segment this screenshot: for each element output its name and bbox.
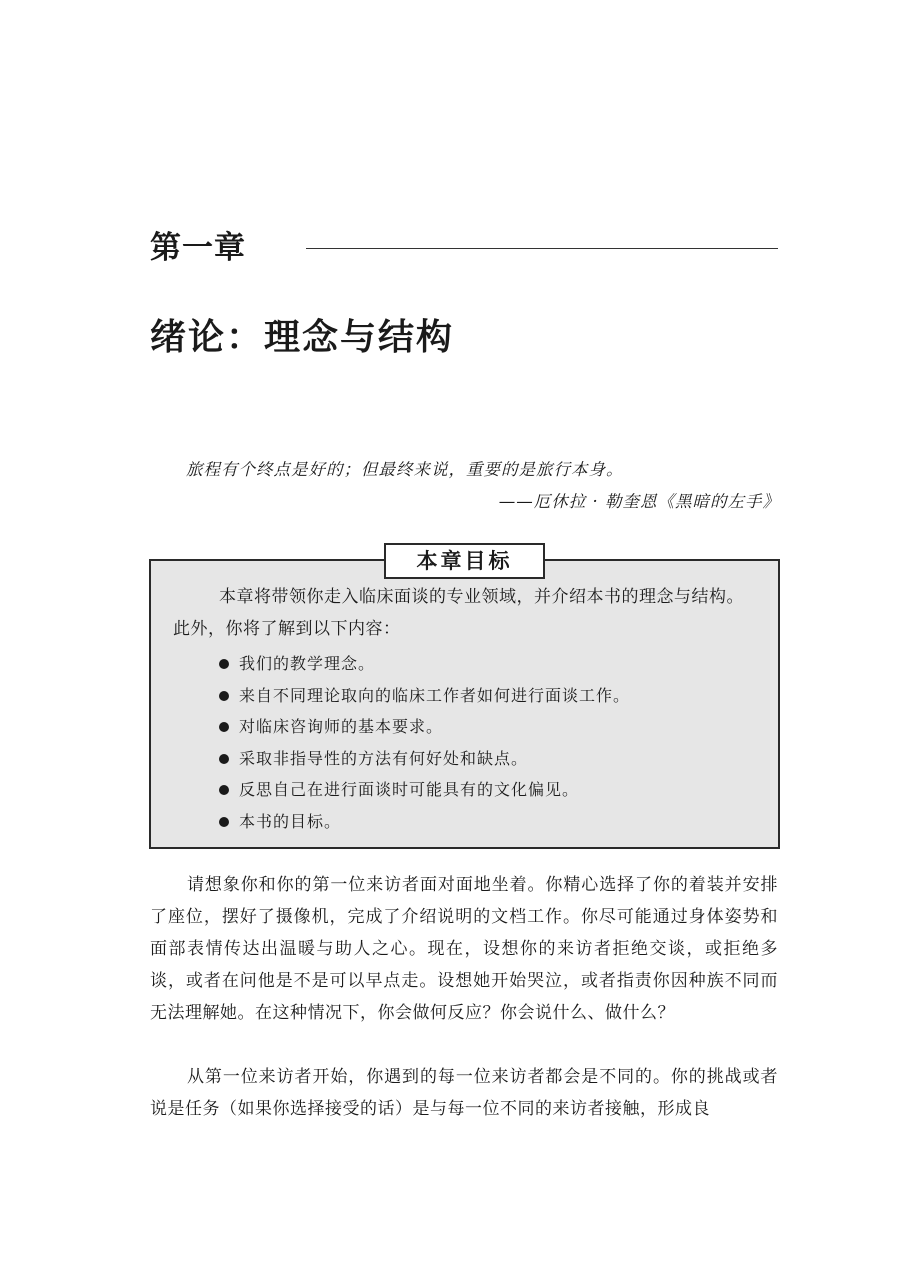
objective-item: 反思自己在进行面谈时可能具有的文化偏见。 [219, 774, 630, 806]
epigraph-attribution: ——厄休拉 · 勒奎恩《黑暗的左手》 [498, 492, 780, 511]
chapter-objectives-box [149, 549, 780, 849]
chapter-title: 绪论：理念与结构 [150, 317, 455, 358]
chapter-divider-line [306, 248, 778, 249]
objectives-heading: 本章目标 [384, 543, 545, 579]
body-paragraph: 从第一位来访者开始，你遇到的每一位来访者都会是不同的。你的挑战或者说是任务（如果你选择接受的话）是与每一位不同的来访者接触，形成良 [150, 1067, 778, 1119]
epigraph-quote: 旅程有个终点是好的；但最终来说，重要的是旅行本身。 [186, 460, 624, 479]
objective-item: 采取非指导性的方法有何好处和缺点。 [219, 743, 630, 775]
objective-item: 来自不同理论取向的临床工作者如何进行面谈工作。 [219, 680, 630, 712]
chapter-number: 第一章 [150, 230, 246, 266]
objectives-intro: 本章将带领你走入临床面谈的专业领域，并介绍本书的理念与结构。此外，你将了解到以下内容： [173, 587, 744, 639]
objective-item: 本书的目标。 [219, 806, 630, 838]
objective-item: 我们的教学理念。 [219, 648, 630, 680]
objective-item: 对临床咨询师的基本要求。 [219, 711, 630, 743]
body-paragraph: 请想象你和你的第一位来访者面对面地坐着。你精心选择了你的着装并安排了座位，摆好了摄像机，完成了介绍说明的文档工作。你尽可能通过身体姿势和面部表情传达出温暖与助人之心。现在，设想你的来访者拒绝交谈，或拒绝多谈，或者在问他是不是可以早点走。设想她开始哭泣，或者指责你因种族不同而无法理解她。在这种情况下，你会做何反应？你会说什么、做什么？ [150, 875, 778, 1023]
objectives-list [219, 648, 630, 837]
